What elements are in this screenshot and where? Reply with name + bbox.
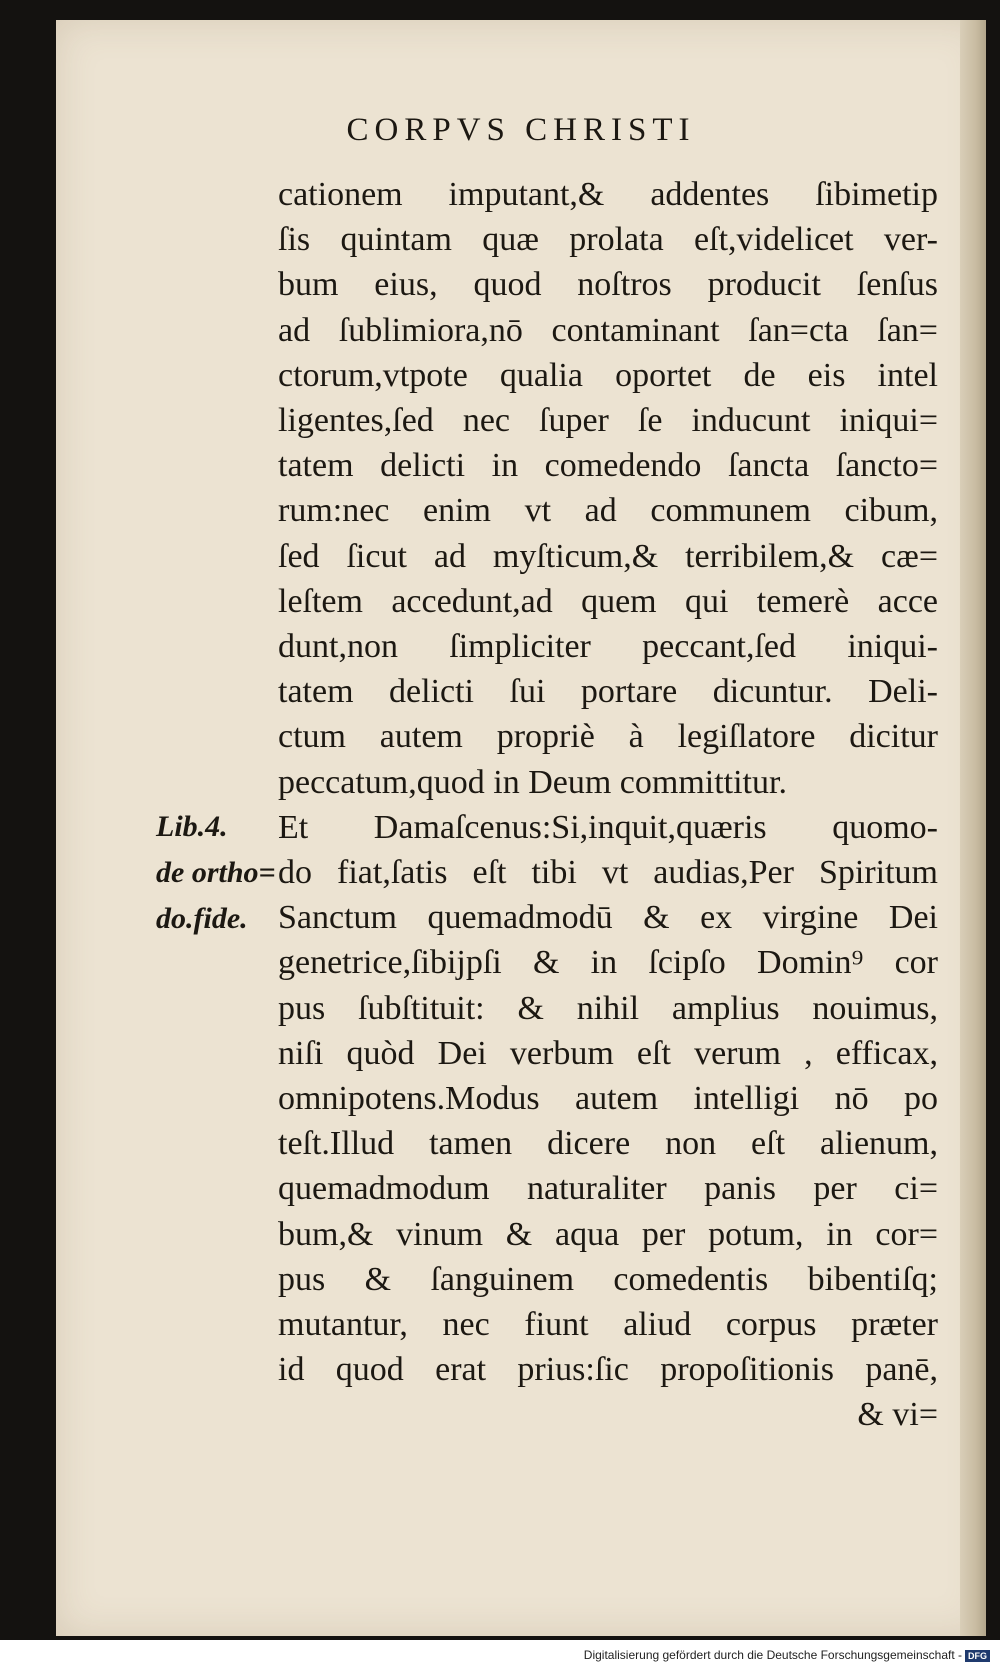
text-line: dunt,non ſimpliciter peccant,ſed iniqui-	[278, 628, 938, 666]
margin-note	[156, 804, 286, 942]
text-line: tatem delicti ſui portare dicuntur. Deli-	[278, 673, 938, 711]
text-line: omnipotens.Modus autem intelligi nō po	[278, 1080, 938, 1118]
text-line: cationem imputant,& addentes ſibimetip	[278, 176, 938, 213]
dfg-logo: DFG	[965, 1650, 990, 1662]
text-line: ctorum,vtpote qualia oportet de eis intel	[278, 356, 938, 394]
text-line: ſed ſicut ad myſticum,& terribilem,& cæ=	[278, 537, 938, 575]
text-line: genetrice,ſibijpſi & in ſcipſo Domin⁹ cor	[278, 944, 938, 982]
text-line: pus ſubſtituit: & nihil amplius nouimus,	[278, 989, 938, 1027]
catchword: & vi=	[857, 1396, 938, 1434]
text-line: niſi quòd Dei verbum eſt verum , efficax,	[278, 1034, 938, 1072]
text-line: bum,& vinum & aqua per potum, in cor=	[278, 1215, 938, 1253]
book-page	[56, 20, 986, 1636]
margin-note-line: Lib.4.	[156, 810, 228, 843]
page-edge-shadow	[960, 20, 986, 1636]
text-line: leſtem accedunt,ad quem qui temerè acce	[278, 582, 938, 620]
running-head: CORPVS CHRISTI	[346, 112, 696, 148]
text-line: teſt.Illud tamen dicere non eſt alienum,	[278, 1125, 938, 1163]
text-line: bum eius, quod noſtros producit ſenſus	[278, 266, 938, 304]
text-line: ad ſublimiora,nō contaminant ſan=cta ſan=	[278, 311, 938, 349]
text-line: Sanctum quemadmodū & ex virgine Dei	[278, 899, 938, 937]
digitization-footer	[0, 1648, 990, 1662]
text-line: quemadmodum naturaliter panis per ci=	[278, 1170, 938, 1208]
text-line: id quod erat prius:ſic propoſitionis panē,	[278, 1351, 938, 1389]
text-line: ſis quintam quæ prolata eſt,videlicet ver-	[278, 221, 938, 259]
text-line: rum:nec enim vt ad communem cibum,	[278, 492, 938, 530]
text-line: Et Damaſcenus:Si,inquit,quæris quomo-	[278, 808, 938, 846]
text-line: ctum autem propriè à legiſlatore dicitur	[278, 718, 938, 756]
margin-note-line: de ortho=	[156, 856, 276, 889]
footer-text: Digitalisierung gefördert durch die Deutsche Forschungsgemeinschaft -	[583, 1648, 962, 1662]
text-line: do fiat,ſatis eſt tibi vt audias,Per Spiritum	[278, 854, 938, 892]
margin-note-line: do.fide.	[156, 902, 248, 935]
text-line: tatem delicti in comedendo ſancta ſancto=	[278, 447, 938, 485]
text-line: peccatum,quod in Deum committitur.	[278, 763, 787, 801]
text-line: mutantur, nec fiunt aliud corpus præter	[278, 1306, 938, 1344]
body-text	[278, 172, 938, 1438]
text-line: pus & ſanguinem comedentis bibentiſq;	[278, 1260, 938, 1298]
text-line: ligentes,ſed nec ſuper ſe inducunt iniqui=	[278, 402, 938, 440]
